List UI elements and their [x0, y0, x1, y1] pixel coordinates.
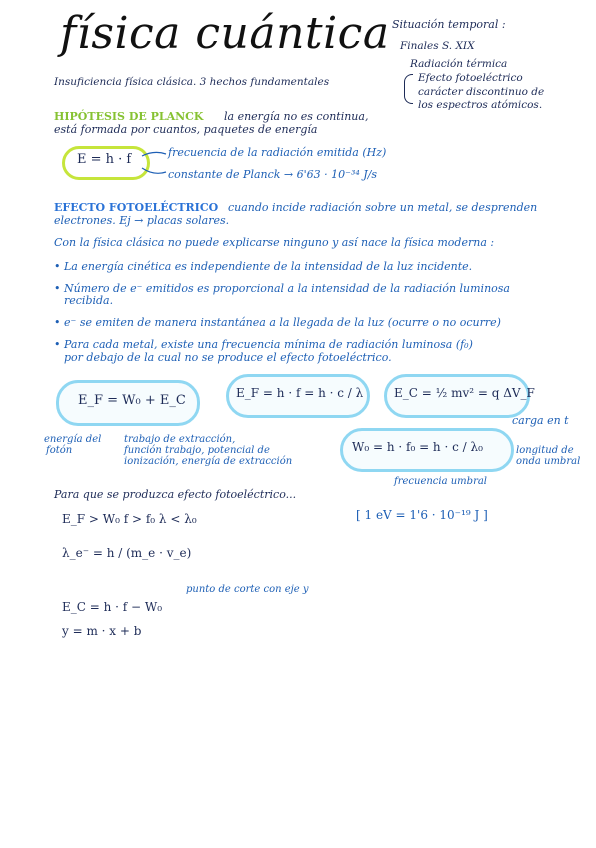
planck-text: está formada por cuantos, paquetes de energía — [54, 123, 318, 136]
formula-ef-h: E_F = h · f = h · c / λ — [236, 386, 364, 400]
arrow-icon — [140, 148, 170, 180]
intro-text: Insuficiencia física clásica. 3 hechos fundamentales — [54, 76, 330, 88]
formula-w0: W₀ = h · f₀ = h · c / λ₀ — [352, 440, 483, 454]
conditions-heading: Para que se produzca efecto fotoeléctrico... — [54, 488, 297, 501]
label-work: trabajo de extracción, — [124, 434, 236, 445]
ev-equivalence: [ 1 eV = 1'6 · 10⁻¹⁹ J ] — [356, 508, 488, 522]
context-item: Radiación térmica — [410, 58, 508, 70]
cut-note: punto de corte con eje y — [186, 584, 309, 595]
list-item: • La energía cinética es independiente de la intensidad de la luz incidente. — [54, 260, 473, 273]
page-title: física cuántica — [60, 8, 390, 59]
photo-heading: EFECTO FOTOELÉCTRICO — [54, 201, 219, 214]
label-work: función trabajo, potencial de — [124, 445, 270, 456]
planck-heading: HIPÓTESIS DE PLANCK — [54, 110, 204, 123]
linear-formula: y = m · x + b — [62, 624, 142, 638]
context-era: Finales S. XIX — [400, 40, 475, 52]
planck-formula: E = h · f — [77, 152, 132, 167]
label-energy: energía del — [44, 434, 102, 445]
context-heading: Situación temporal : — [392, 18, 506, 31]
photo-classic: Con la física clásica no puede explicarse ninguno y así nace la física moderna : — [54, 236, 495, 249]
formula-ef: E_F = W₀ + E_C — [78, 393, 186, 408]
label-lambda: longitud de — [516, 445, 574, 456]
context-item: los espectros atómicos. — [418, 99, 543, 111]
conditions-formula: E_F > W₀ f > f₀ λ < λ₀ — [62, 512, 197, 526]
list-item: • Para cada metal, existe una frecuencia mínima de radiación luminosa (f₀) — [54, 338, 473, 351]
list-item-cont: por debajo de la cual no se produce el efecto fotoeléctrico. — [64, 351, 392, 364]
list-item: • Número de e⁻ emitidos es proporcional a la intensidad de la radiación luminosa — [54, 282, 510, 295]
label-work: ionización, energía de extracción — [124, 456, 293, 467]
label-lambda: onda umbral — [516, 456, 581, 467]
context-item: Efecto fotoeléctrico — [418, 72, 523, 84]
debroglie-formula: λ_e⁻ = h / (m_e · v_e) — [62, 546, 192, 560]
list-item-cont: recibida. — [64, 294, 114, 307]
context-item: carácter discontinuo de — [418, 86, 545, 98]
photo-text: electrones. Ej → placas solares. — [54, 214, 230, 227]
planck-note-h: constante de Planck → 6'63 · 10⁻³⁴ J/s — [168, 168, 378, 181]
planck-text: la energía no es continua, — [224, 110, 369, 123]
label-charge: carga en t — [512, 414, 569, 427]
photo-text: cuando incide radiación sobre un metal, se desprenden — [228, 201, 538, 214]
ec-line-formula: E_C = h · f − W₀ — [62, 600, 163, 614]
planck-note-f: frecuencia de la radiación emitida (Hz) — [168, 146, 387, 159]
label-f0: frecuencia umbral — [394, 476, 488, 487]
brace-icon — [404, 74, 413, 104]
list-item: • e⁻ se emiten de manera instantánea a la llegada de la luz (ocurre o no ocurre) — [54, 316, 501, 329]
formula-ec: E_C = ½ mv² = q ΔV_F — [394, 386, 535, 400]
label-foton: fotón — [46, 445, 73, 456]
